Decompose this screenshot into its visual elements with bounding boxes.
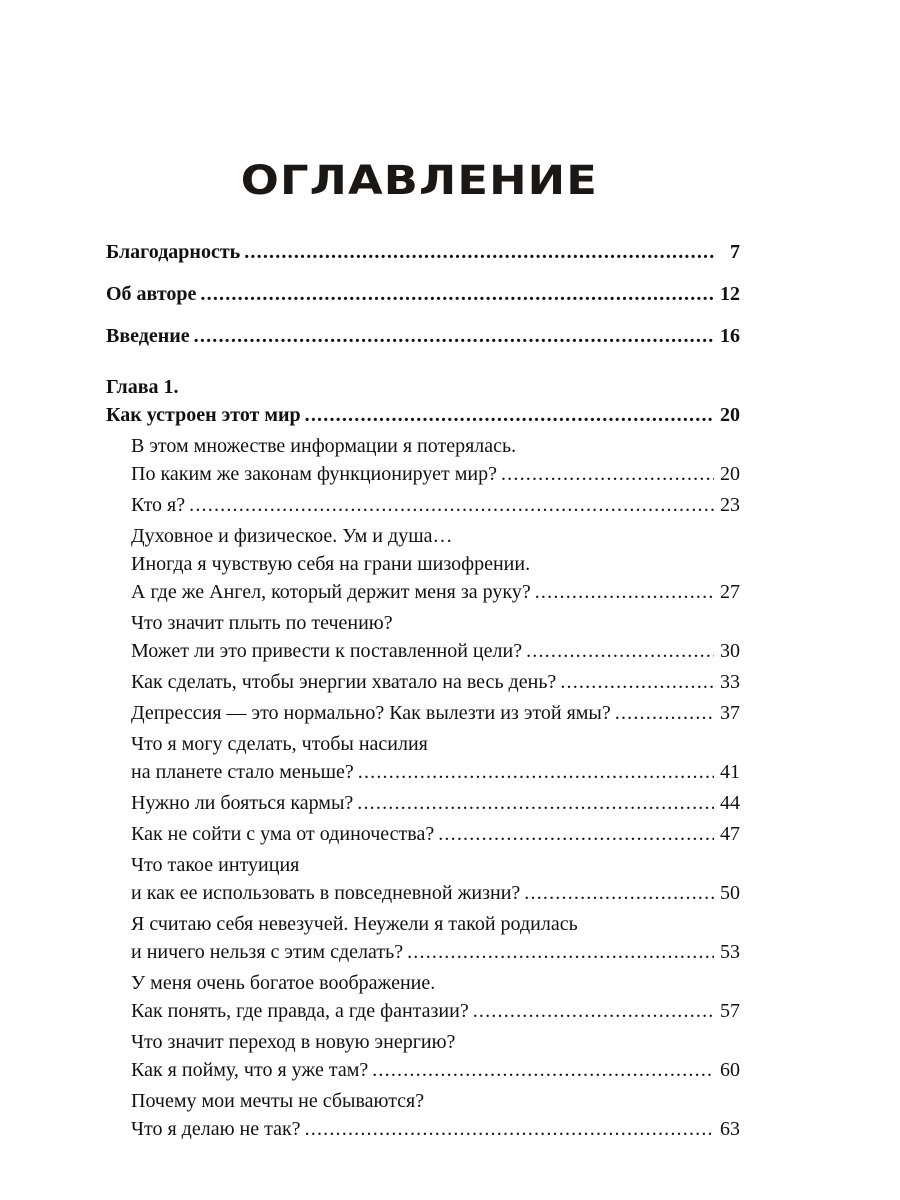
toc-section-line: Как понять, где правда, а где фантазии? — [131, 1000, 469, 1022]
toc-section-line: Что я могу сделать, чтобы насилия — [131, 733, 428, 755]
toc-page-number: 20 — [720, 404, 740, 426]
toc-section[interactable] — [131, 668, 740, 696]
toc-section[interactable] — [131, 1087, 740, 1143]
toc-section-line: Иногда я чувствую себя на грани шизофрении. — [131, 553, 531, 575]
toc-section-line: Может ли это привести к поставленной цели? — [131, 640, 523, 662]
leader-dots — [357, 789, 714, 817]
toc-section-line: У меня очень богатое воображение. — [131, 972, 436, 994]
leader-dots — [305, 1115, 714, 1143]
toc-section[interactable] — [131, 851, 740, 907]
leader-dots — [244, 238, 714, 266]
toc-page-number: 30 — [720, 640, 740, 662]
leader-dots — [560, 668, 714, 696]
leader-dots — [501, 460, 714, 488]
toc-page-number: 50 — [720, 882, 740, 904]
toc-section-line: А где же Ангел, который держит меня за руку? — [131, 581, 531, 603]
toc-page-number: 60 — [720, 1059, 740, 1081]
toc-section[interactable] — [131, 491, 740, 519]
toc-entry-label: Благодарность — [106, 241, 241, 263]
toc-section-line: и ничего нельзя с этим сделать? — [131, 941, 404, 963]
toc-page-number: 47 — [720, 823, 740, 845]
leader-dots — [305, 401, 714, 429]
toc-section-line: Нужно ли бояться кармы? — [131, 792, 354, 814]
toc-entry-label: Введение — [106, 325, 190, 347]
toc-chapter-1[interactable] — [106, 373, 740, 429]
toc-section-line: Что такое интуиция — [131, 854, 300, 876]
toc-section[interactable] — [131, 820, 740, 848]
leader-dots — [615, 699, 714, 727]
toc-section-line: на планете стало меньше? — [131, 761, 354, 783]
toc-section-line: Как я пойму, что я уже там? — [131, 1059, 369, 1081]
toc-section-line: Как сделать, чтобы энергии хватало на весь день? — [131, 671, 557, 693]
toc-section-line: Что значит плыть по течению? — [131, 612, 393, 634]
toc-section[interactable] — [131, 699, 740, 727]
toc-section-line: Духовное и физическое. Ум и душа… — [131, 525, 453, 547]
leader-dots — [358, 758, 714, 786]
toc-section-line: Как не сойти с ума от одиночества? — [131, 823, 435, 845]
leader-dots — [524, 879, 714, 907]
toc-page-number: 27 — [720, 581, 740, 603]
leader-dots — [473, 997, 714, 1025]
leader-dots — [189, 491, 714, 519]
toc-section[interactable] — [131, 522, 740, 606]
toc-section[interactable] — [131, 432, 740, 488]
toc-section[interactable] — [131, 789, 740, 817]
toc-section-line: В этом множестве информации я потерялась. — [131, 435, 517, 457]
toc-page-number: 57 — [720, 1000, 740, 1022]
table-of-contents — [106, 234, 740, 1143]
chapter-heading: Глава 1. — [106, 376, 179, 398]
toc-section-line: и как ее использовать в повседневной жизни? — [131, 882, 521, 904]
toc-page-number: 23 — [720, 494, 740, 516]
leader-dots — [526, 637, 714, 665]
toc-page-number: 12 — [720, 283, 740, 305]
toc-entry-introduction[interactable] — [106, 322, 740, 350]
toc-entry-acknowledgements[interactable] — [106, 238, 740, 266]
toc-section-line: Я считаю себя невезучей. Неужели я такой родилась — [131, 913, 578, 935]
toc-section-line: Кто я? — [131, 494, 186, 516]
toc-entry-about-author[interactable] — [106, 280, 740, 308]
toc-section-line: Что значит переход в новую энергию? — [131, 1031, 456, 1053]
leader-dots — [438, 820, 714, 848]
toc-section-line: Почему мои мечты не сбываются? — [131, 1090, 425, 1112]
toc-page-number: 63 — [720, 1118, 740, 1140]
toc-page-number: 7 — [730, 241, 740, 263]
toc-page-number: 44 — [720, 792, 740, 814]
leader-dots — [194, 322, 714, 350]
toc-section-line: По каким же законам функционирует мир? — [131, 463, 497, 485]
toc-page-number: 33 — [720, 671, 740, 693]
toc-section-line: Депрессия — это нормально? Как вылезти из этой ямы? — [131, 702, 611, 724]
chapter-title: Как устроен этот мир — [106, 404, 301, 426]
toc-section[interactable] — [131, 910, 740, 966]
toc-page-number: 53 — [720, 941, 740, 963]
leader-dots — [407, 938, 714, 966]
toc-section[interactable] — [131, 730, 740, 786]
toc-section-line: Что я делаю не так? — [131, 1118, 301, 1140]
toc-entry-label: Об авторе — [106, 283, 197, 305]
leader-dots — [535, 578, 714, 606]
leader-dots — [200, 280, 714, 308]
toc-section[interactable] — [131, 969, 740, 1025]
page-title: ОГЛАВЛЕНИЕ — [240, 158, 599, 204]
toc-page-number: 37 — [720, 702, 740, 724]
toc-page-number: 16 — [720, 325, 740, 347]
toc-section[interactable] — [131, 1028, 740, 1084]
toc-page-number: 20 — [720, 463, 740, 485]
leader-dots — [372, 1056, 714, 1084]
toc-section[interactable] — [131, 609, 740, 665]
toc-page-number: 41 — [720, 761, 740, 783]
